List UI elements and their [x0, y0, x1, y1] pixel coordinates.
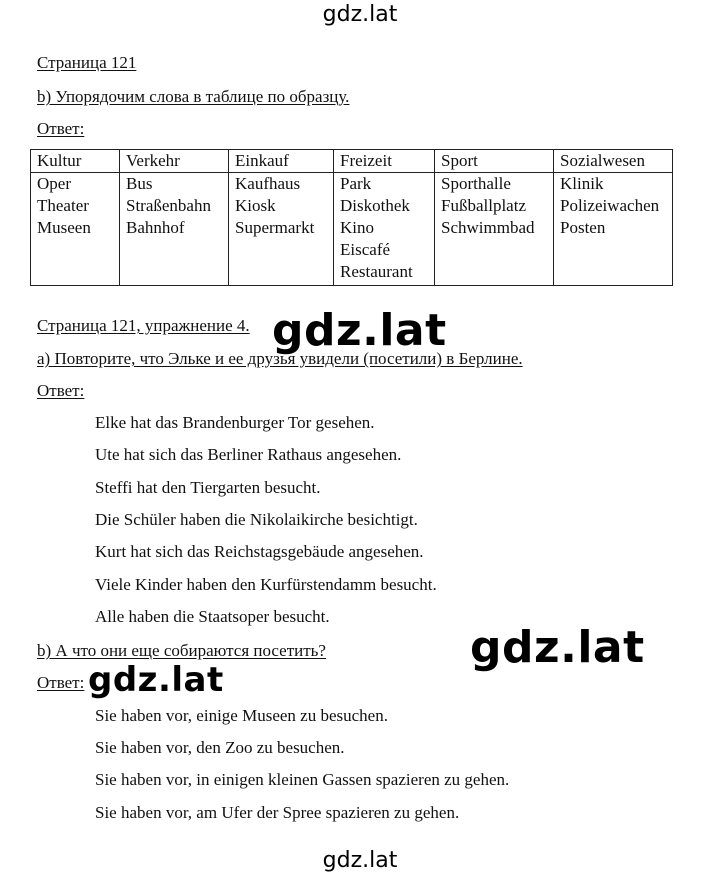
- table-word: Polizeiwachen: [560, 196, 660, 215]
- table-word: Schwimmbad: [441, 218, 535, 237]
- table-cell: [435, 173, 554, 286]
- table-row: [31, 173, 673, 286]
- watermark-overlay: gdz.lat: [88, 660, 224, 700]
- table-header-cell: Sozialwesen: [554, 150, 673, 173]
- watermark-bottom: gdz.lat: [322, 848, 398, 873]
- table-word: Diskothek: [340, 196, 410, 215]
- table-header-cell: Einkauf: [229, 150, 334, 173]
- table-cell: [229, 173, 334, 286]
- table-word: Bus: [126, 174, 153, 193]
- answer-sentence: Sie haben vor, den Zoo zu besuchen.: [95, 738, 345, 757]
- answer-label-a: Ответ:: [37, 381, 85, 400]
- answer-sentence: Die Schüler haben die Nikolaikirche besichtigt.: [95, 510, 418, 529]
- table-word: Fußballplatz: [441, 196, 526, 215]
- table-word: Straßenbahn: [126, 196, 211, 215]
- page-reference: Страница 121: [37, 53, 137, 72]
- table-cell: [31, 173, 120, 286]
- table-word: Posten: [560, 218, 606, 237]
- answer-sentence: Sie haben vor, in einigen kleinen Gassen spazieren zu gehen.: [95, 770, 510, 789]
- table-word: Oper: [37, 174, 71, 193]
- watermark-overlay: gdz.lat: [470, 622, 645, 673]
- answer-sentence: Ute hat sich das Berliner Rathaus angesehen.: [95, 445, 402, 464]
- answer-sentence: Sie haben vor, am Ufer der Spree spazieren zu gehen.: [95, 803, 460, 822]
- answer-sentence: Steffi hat den Tiergarten besucht.: [95, 478, 321, 497]
- watermark-overlay: gdz.lat: [272, 305, 447, 356]
- answer-sentence: Alle haben die Staatsoper besucht.: [95, 607, 330, 626]
- table-word: Klinik: [560, 174, 604, 193]
- table-header-cell: Freizeit: [334, 150, 435, 173]
- table-cell: [334, 173, 435, 286]
- table-word: Theater: [37, 196, 89, 215]
- page-reference-exercise: Страница 121, упражнение 4.: [37, 316, 250, 335]
- answer-sentence: Elke hat das Brandenburger Tor gesehen.: [95, 413, 375, 432]
- table-header-row: [31, 150, 673, 173]
- table-cell: [554, 173, 673, 286]
- answer-sentence: Sie haben vor, einige Museen zu besuchen.: [95, 706, 388, 725]
- watermark-top: gdz.lat: [322, 2, 398, 27]
- table-word: Bahnhof: [126, 218, 185, 237]
- answer-label-b: Ответ:: [37, 673, 85, 692]
- table-cell: [120, 173, 229, 286]
- table-word: Kino: [340, 218, 374, 237]
- answer-sentence: Viele Kinder haben den Kurfürstendamm besucht.: [95, 575, 437, 594]
- table-header-cell: Kultur: [31, 150, 120, 173]
- table-word: Kaufhaus: [235, 174, 301, 193]
- task-b-heading: b) А что они еще собираются посетить?: [37, 641, 326, 660]
- task-heading: b) Упорядочим слова в таблице по образцу.: [37, 87, 350, 106]
- table-word: Restaurant: [340, 262, 413, 281]
- table-word: Eiscafé: [340, 240, 391, 259]
- table-word: Supermarkt: [235, 218, 315, 237]
- words-table: [30, 149, 673, 286]
- table-word: Sporthalle: [441, 174, 511, 193]
- table-header-cell: Verkehr: [120, 150, 229, 173]
- table-header-cell: Sport: [435, 150, 554, 173]
- table-word: Museen: [37, 218, 91, 237]
- answer-label: Ответ:: [37, 119, 85, 138]
- answer-sentence: Kurt hat sich das Reichstagsgebäude angesehen.: [95, 542, 424, 561]
- table-word: Kiosk: [235, 196, 276, 215]
- table-word: Park: [340, 174, 372, 193]
- task-a-heading: а) Повторите, что Эльке и ее друзья увидели (посетили) в Берлине.: [37, 349, 523, 368]
